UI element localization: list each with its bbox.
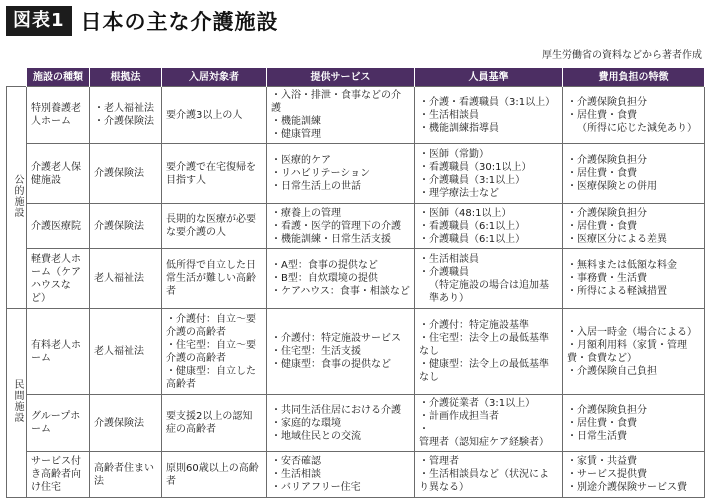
service-item: ・ ケアハウス：食事・相談など — [271, 285, 410, 298]
target-item: ・ 介護付：自立～要介護の高齢者 — [166, 313, 262, 339]
cost-item: ・ 居住費・食費 — [567, 220, 700, 233]
service-item: ・ 医療的ケア — [271, 154, 410, 167]
cost-item: ・ 介護保険負担分 — [567, 96, 700, 109]
target-cell: 要介護で在宅復帰を目指す人 — [162, 144, 267, 204]
service-item: ・ 入浴・排泄・食事などの介護 — [271, 89, 410, 115]
cost-cell — [563, 452, 705, 498]
law-cell — [90, 309, 162, 395]
staff-item: ・ 介護・看護職員（3:1以上） — [419, 96, 558, 109]
service-item: ・ 健康管理 — [271, 128, 410, 141]
law-cell — [90, 204, 162, 249]
cost-item: ・ 事務費・生活費 — [567, 272, 700, 285]
cost-item: ・ 介護保険負担分 — [567, 207, 700, 220]
staff-item: ・ 住宅型：法令上の最低基準なし — [419, 332, 558, 358]
column-header: 人員基準 — [415, 68, 563, 87]
service-item: ・ 生活相談 — [271, 468, 410, 481]
cost-item: ・ サービス提供費 — [567, 468, 700, 481]
service-item: ・ リハビリテーション — [271, 167, 410, 180]
column-header: 費用負担の特徴 — [563, 68, 705, 87]
header-corner — [7, 68, 27, 87]
table-row — [7, 249, 705, 309]
services-cell — [267, 249, 415, 309]
column-header: 施設の種類 — [27, 68, 90, 87]
law-cell — [90, 452, 162, 498]
table-row — [7, 452, 705, 498]
services-cell — [267, 452, 415, 498]
cost-cell — [563, 309, 705, 395]
law-cell — [90, 144, 162, 204]
table-row — [7, 309, 705, 395]
cost-item: ・ 家賃・共益費 — [567, 455, 700, 468]
services-cell — [267, 87, 415, 144]
staff-item: ・ 介護付：特定施設基準 — [419, 319, 558, 332]
target-cell — [162, 309, 267, 395]
figure-badge: 図表1 — [6, 6, 72, 36]
law-item: 介護保険法 — [94, 168, 144, 179]
cost-item: ・ 医療保険との併用 — [567, 180, 700, 193]
facility-table — [6, 67, 705, 498]
service-item: ・ 看護・医学的管理下の介護 — [271, 220, 410, 233]
staff-item: ・ 介護職員 — [419, 266, 558, 279]
staff-cell — [415, 204, 563, 249]
staff-cell — [415, 395, 563, 452]
staff-cell — [415, 249, 563, 309]
cost-cell — [563, 249, 705, 309]
staff-item: ・ 生活相談員 — [419, 253, 558, 266]
services-cell — [267, 395, 415, 452]
service-item: ・ 共同生活住居における介護 — [271, 404, 410, 417]
service-item: ・ バリアフリー住宅 — [271, 481, 410, 494]
cost-cell — [563, 144, 705, 204]
staff-item: ・ 生活相談員など（状況により異なる） — [419, 468, 558, 494]
service-item: ・ 健康型：食事の提供など — [271, 358, 410, 371]
cost-item: ・ 居住費・食費 — [567, 167, 700, 180]
services-cell — [267, 309, 415, 395]
staff-item: ・ 医師（常勤） — [419, 148, 558, 161]
service-item: ・ 日常生活上の世話 — [271, 180, 410, 193]
cost-item: ・ 医療区分による差異 — [567, 233, 700, 246]
law-cell — [90, 87, 162, 144]
facility-type: 介護医療院 — [27, 204, 90, 249]
staff-cell — [415, 144, 563, 204]
figure-title: 日本の主な介護施設 — [80, 10, 279, 34]
facility-type: グループホーム — [27, 395, 90, 452]
cost-item: ・ 入居一時金（場合による） — [567, 326, 700, 339]
service-item: ・ 地域住民との交流 — [271, 430, 410, 443]
target-cell: 要介護3以上の人 — [162, 87, 267, 144]
staff-item: ・ 介護職員（6:1以上） — [419, 233, 558, 246]
target-cell: 要支援2以上の認知症の高齢者 — [162, 395, 267, 452]
law-item: 老人福祉法 — [94, 273, 144, 284]
law-cell — [90, 249, 162, 309]
table-row — [7, 144, 705, 204]
table-row — [7, 87, 705, 144]
target-item: ・ 健康型：自立した高齢者 — [166, 365, 262, 391]
staff-item: ・ 管理者 — [419, 455, 558, 468]
figure-header — [6, 6, 279, 36]
service-item: ・ 安否確認 — [271, 455, 410, 468]
service-item: ・ 家庭的な環境 — [271, 417, 410, 430]
law-item: 介護保険法 — [94, 417, 144, 429]
column-header: 根拠法 — [90, 68, 162, 87]
service-item: ・ 療養上の管理 — [271, 207, 410, 220]
staff-item: ・ 介護職員（3:1以上） — [419, 174, 558, 187]
staff-item: （特定施設の場合は追加基準あり） — [429, 279, 549, 304]
law-cell — [90, 395, 162, 452]
group-label-public: 公的施設 — [7, 87, 27, 309]
law-item: ・ 老人福祉法 — [94, 102, 157, 115]
cost-item: （所得に応じた減免あり） — [577, 122, 697, 134]
staff-cell — [415, 452, 563, 498]
staff-item: ・ 管理者（認知症ケア経験者） — [419, 423, 558, 449]
column-header: 入居対象者 — [162, 68, 267, 87]
cost-item: ・ 居住費・食費 — [567, 417, 700, 430]
facility-type: 有料老人ホーム — [27, 309, 90, 395]
target-cell: 長期的な医療が必要な要介護の人 — [162, 204, 267, 249]
staff-cell — [415, 309, 563, 395]
column-header: 提供サービス — [267, 68, 415, 87]
service-item: ・ 機能訓練 — [271, 115, 410, 128]
law-item: 高齢者住まい法 — [94, 462, 154, 487]
table-row — [7, 204, 705, 249]
service-item: ・ 機能訓練・日常生活支援 — [271, 233, 410, 246]
target-cell: 原則60歳以上の高齢者 — [162, 452, 267, 498]
target-item: ・ 住宅型：自立～要介護の高齢者 — [166, 339, 262, 365]
service-item: ・ 介護付：特定施設サービス — [271, 332, 410, 345]
service-item: ・ A型：食事の提供など — [271, 259, 410, 272]
cost-item: ・ 介護保険負担分 — [567, 404, 700, 417]
law-item: 介護保険法 — [94, 220, 144, 232]
cost-cell — [563, 87, 705, 144]
law-item: ・ 介護保険法 — [94, 115, 157, 128]
facility-type: 特別養護老人ホーム — [27, 87, 90, 144]
staff-item: ・ 機能訓練指導員 — [419, 122, 558, 135]
staff-item: ・ 生活相談員 — [419, 109, 558, 122]
staff-item: ・ 看護職員（30:1以上） — [419, 161, 558, 174]
staff-item: ・ 看護職員（6:1以上） — [419, 220, 558, 233]
facility-type: 介護老人保健施設 — [27, 144, 90, 204]
group-label-private: 民間施設 — [7, 309, 27, 498]
service-item: ・ 住宅型：生活支援 — [271, 345, 410, 358]
cost-item: ・ 居住費・食費 — [567, 109, 700, 122]
law-item: 老人福祉法 — [94, 346, 144, 357]
facility-type: サービス付き高齢者向け住宅 — [27, 452, 90, 498]
table-row — [7, 395, 705, 452]
cost-item: ・ 介護保険自己負担 — [567, 365, 700, 378]
services-cell — [267, 144, 415, 204]
staff-cell — [415, 87, 563, 144]
cost-cell — [563, 204, 705, 249]
staff-item: ・ 介護従業者（3:1以上） — [419, 397, 558, 410]
target-cell: 低所得で自立した日常生活が難しい高齢者 — [162, 249, 267, 309]
services-cell — [267, 204, 415, 249]
cost-item: ・ 介護保険負担分 — [567, 154, 700, 167]
cost-item: ・ 別途介護保険サービス費 — [567, 481, 700, 494]
table-header-row — [7, 68, 705, 87]
staff-item: ・ 医師（48:1以上） — [419, 207, 558, 220]
cost-item: ・ 月額利用料（家賃・管理費・食費など） — [567, 339, 700, 365]
staff-item: ・ 健康型：法令上の最低基準なし — [419, 358, 558, 384]
staff-item: ・ 計画作成担当者 — [419, 410, 558, 423]
service-item: ・ B型：自炊環境の提供 — [271, 272, 410, 285]
cost-item: ・ 無料または低額な料金 — [567, 259, 700, 272]
facility-type: 軽費老人ホーム（ケアハウスなど） — [27, 249, 90, 309]
cost-item: ・ 所得による軽減措置 — [567, 285, 700, 298]
cost-cell — [563, 395, 705, 452]
source-note: 厚生労働省の資料などから著者作成 — [542, 50, 702, 61]
staff-item: ・ 理学療法士など — [419, 187, 558, 200]
cost-item: ・ 日常生活費 — [567, 430, 700, 443]
